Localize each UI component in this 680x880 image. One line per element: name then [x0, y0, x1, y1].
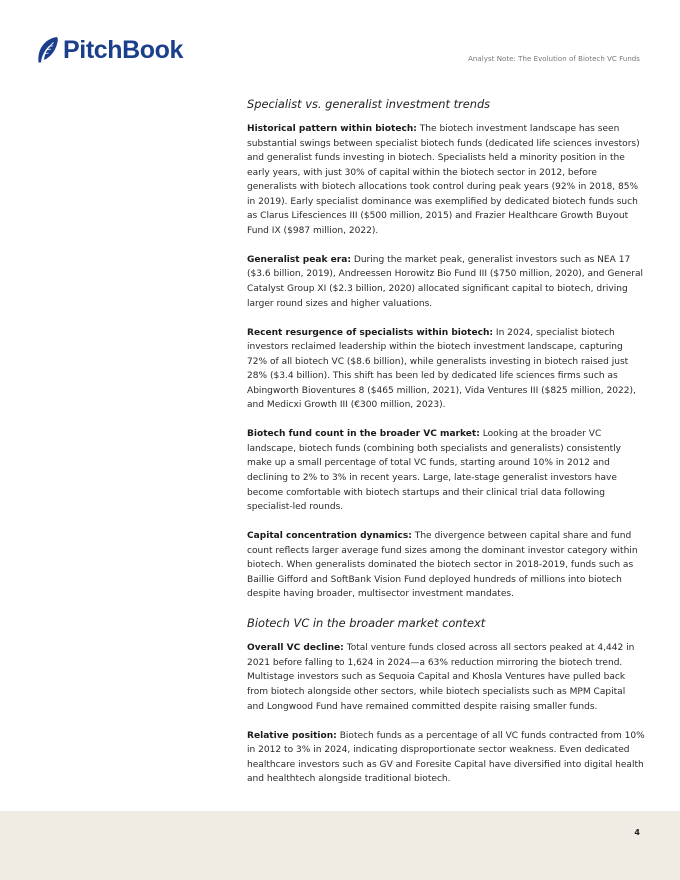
paragraph: [247, 427, 645, 514]
page-footer: [0, 811, 680, 880]
section-title: Biotech VC in the broader market context: [247, 616, 486, 631]
pitchbook-logo[interactable]: [36, 36, 183, 64]
paragraph-text: The divergence between capital share and fund count reflects larger average fund sizes among the dominant investor category within biotech. When generalists dominated the biotech sector in 2018-2019, funds such as Baillie Gifford and SoftBank Vision Fund deployed hundreds of millions into biotech despite having broader, multisector investment mandates.: [247, 531, 638, 600]
paragraph-text: Looking at the broader VC landscape, biotech funds (combining both specialists and generalists) consistently make up a small percentage of total VC funds, starting around 10% in 2012 and declining to 2% to 3% in recent years. Large, late-stage generalist investors have become comfortable with biotech startups and their clinical trial data following specialist-led rounds.: [247, 429, 621, 513]
paragraph-lead: Historical pattern within biotech:: [247, 124, 417, 134]
paragraph: [247, 326, 645, 413]
paragraph-text: During the market peak, generalist investors such as NEA 17 ($3.6 billion, 2019), Andreessen Horowitz Bio Fund III ($750 million, 2020), and General Catalyst Group XI ($2.3 billion, 2020) allocated significant capital to biotech, driving larger round sizes and higher valuations.: [247, 254, 644, 309]
page-number: 4: [634, 828, 640, 837]
paragraph-text: The biotech investment landscape has seen substantial swings between specialist biotech funds (dedicated life sciences investors) and generalist funds investing in biotech. Specialists held a minority position in the early years, with just 30% of capital within the biotech sector in 2012, before generalists with biotech allocations took control during peak years (92% in 2018, 85% in 2019). Early specialist dominance was exemplified by dedicated biotech funds such as Clarus Lifesciences III ($500 million, 2015) and Frazier Healthcare Growth Buyout Fund IX ($987 million, 2022).: [247, 124, 640, 236]
paragraph-lead: Capital concentration dynamics:: [247, 531, 412, 542]
paragraph-lead: Relative position:: [247, 730, 337, 741]
paragraph-lead: Generalist peak era:: [247, 254, 351, 265]
paragraph-lead: Overall VC decline:: [247, 643, 344, 654]
paragraph: [247, 529, 645, 602]
paragraph: [247, 253, 645, 311]
paragraph-text: In 2024, specialist biotech investors reclaimed leadership within the biotech investment landscape, capturing 72% of all biotech VC ($8.6 billion), while generalists investing in biotech raised just 28% ($3.4 billion). This shift has been led by dedicated life sciences firms such as Abingworth Bioventures 8 ($465 million, 2021), Vida Ventures III ($825 million, 2022), and Medicxi Growth III (€300 million, 2023).: [247, 327, 636, 411]
paragraph: [247, 122, 645, 238]
brand-name: PitchBook: [63, 36, 184, 64]
section-title: Specialist vs. generalist investment trends: [247, 97, 491, 111]
paragraph-text: Total venture funds closed across all sectors peaked at 4,442 in 2021 before falling to 1,624 in 2024—a 63% reduction mirroring the biotech trend. Multistage investors such as Sequoia Capital and Khosla Ventures have pulled back from biotech alongside other sectors, while biotech specialists such as MPM Capital and Longwood Fund have remained committed despite raising smaller funds.: [247, 643, 635, 712]
paragraph-lead: Biotech fund count in the broader VC market:: [247, 429, 480, 440]
header-note: Analyst Note: The Evolution of Biotech VC Funds: [468, 55, 640, 63]
paragraph: [247, 641, 645, 714]
paragraph-lead: Recent resurgence of specialists within biotech:: [247, 327, 494, 338]
article-body: [247, 97, 645, 801]
feather-logo-icon: [36, 36, 60, 64]
paragraph: [247, 729, 645, 787]
paragraph-text: Biotech funds as a percentage of all VC funds contracted from 10% in 2012 to 3% in 2024, indicating disproportionate sector weakness. Even dedicated healthcare investors such as GV and Foresite Capital have diversified into digital health and healthtech alongside traditional biotech.: [247, 730, 645, 785]
